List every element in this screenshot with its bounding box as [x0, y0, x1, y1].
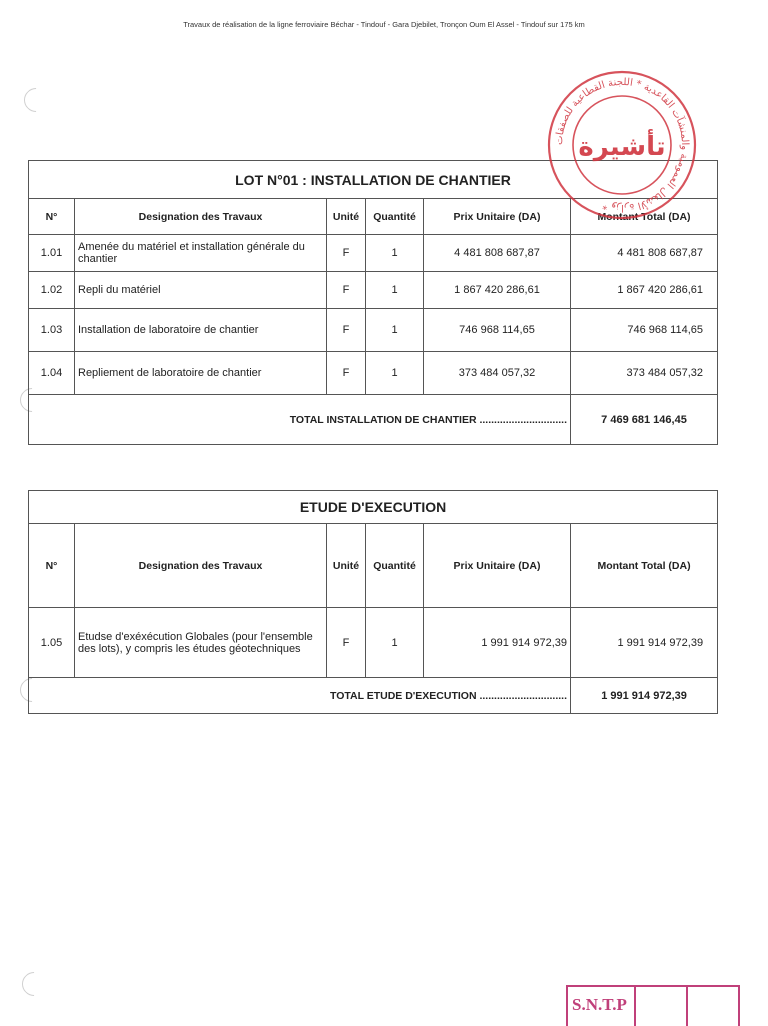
cell-total: 373 484 057,32	[571, 352, 718, 395]
cell-total: 4 481 808 687,87	[571, 235, 718, 272]
col-header-total: Montant Total (DA)	[571, 524, 718, 608]
cell-unit: F	[327, 272, 366, 309]
sntp-stamp-box	[638, 987, 688, 1026]
table-row	[29, 272, 718, 309]
cell-no: 1.01	[29, 235, 75, 272]
cell-unit: F	[327, 352, 366, 395]
table-header-row	[29, 524, 718, 608]
cell-qty: 1	[366, 352, 424, 395]
cell-designation: Amenée du matériel et installation générale du chantier	[75, 235, 327, 272]
total-label: TOTAL INSTALLATION DE CHANTIER ..............................	[29, 395, 571, 445]
table-row	[29, 235, 718, 272]
col-header-qty: Quantité	[366, 524, 424, 608]
table-title: ETUDE D'EXECUTION	[29, 491, 718, 524]
table-row	[29, 309, 718, 352]
visa-stamp	[545, 68, 699, 222]
total-row	[29, 395, 718, 445]
cell-total: 1 991 914 972,39	[571, 608, 718, 678]
cell-qty: 1	[366, 272, 424, 309]
col-header-unit: Unité	[327, 199, 366, 235]
cell-designation: Installation de laboratoire de chantier	[75, 309, 327, 352]
total-label: TOTAL ETUDE D'EXECUTION ..............................	[29, 678, 571, 714]
stamp-ring-text: وزارة الأشغال العمومية والمنشآت القاعدية * اللجنة القطاعية للصفقات *	[553, 76, 691, 214]
col-header-no: N°	[29, 524, 75, 608]
table-title: LOT N°01 : INSTALLATION DE CHANTIER	[29, 161, 718, 199]
cell-designation: Repli du matériel	[75, 272, 327, 309]
punch-hole-mark	[19, 83, 53, 117]
cell-no: 1.02	[29, 272, 75, 309]
sntp-stamp	[566, 985, 740, 1026]
document-header: Travaux de réalisation de la ligne ferroviaire Béchar - Tindouf - Gara Djebilet, Tronçon Oum El Assel - Tindouf sur 175 km	[183, 20, 585, 29]
cell-qty: 1	[366, 235, 424, 272]
cell-unit: F	[327, 309, 366, 352]
cell-unit-price: 1 991 914 972,39	[424, 608, 571, 678]
col-header-total: Montant Total (DA)	[571, 199, 718, 235]
cell-qty: 1	[366, 309, 424, 352]
cell-unit-price: 4 481 808 687,87	[424, 235, 571, 272]
col-header-qty: Quantité	[366, 199, 424, 235]
sntp-stamp-label: S.N.T.P	[568, 987, 636, 1026]
cell-qty: 1	[366, 608, 424, 678]
cell-designation: Etudse d'exéxécution Globales (pour l'ensemble des lots), y compris les études géotechniques	[75, 608, 327, 678]
cell-unit: F	[327, 235, 366, 272]
cell-no: 1.04	[29, 352, 75, 395]
cell-no: 1.03	[29, 309, 75, 352]
cell-total: 746 968 114,65	[571, 309, 718, 352]
total-value: 1 991 914 972,39	[571, 678, 718, 714]
total-value: 7 469 681 146,45	[571, 395, 718, 445]
cell-no: 1.05	[29, 608, 75, 678]
total-row	[29, 678, 718, 714]
col-header-no: N°	[29, 199, 75, 235]
punch-hole-mark	[17, 967, 51, 1001]
stamp-center-text: تأشيرة	[578, 132, 666, 162]
cell-designation: Repliement de laboratoire de chantier	[75, 352, 327, 395]
col-header-unit: Unité	[327, 524, 366, 608]
cell-unit: F	[327, 608, 366, 678]
cell-unit-price: 1 867 420 286,61	[424, 272, 571, 309]
col-header-designation: Designation des Travaux	[75, 199, 327, 235]
etude-execution-table	[28, 490, 718, 714]
cell-total: 1 867 420 286,61	[571, 272, 718, 309]
col-header-designation: Designation des Travaux	[75, 524, 327, 608]
cell-unit-price: 373 484 057,32	[424, 352, 571, 395]
table-row	[29, 352, 718, 395]
col-header-unit-price: Prix Unitaire (DA)	[424, 199, 571, 235]
table-row	[29, 608, 718, 678]
cell-unit-price: 746 968 114,65	[424, 309, 571, 352]
col-header-unit-price: Prix Unitaire (DA)	[424, 524, 571, 608]
